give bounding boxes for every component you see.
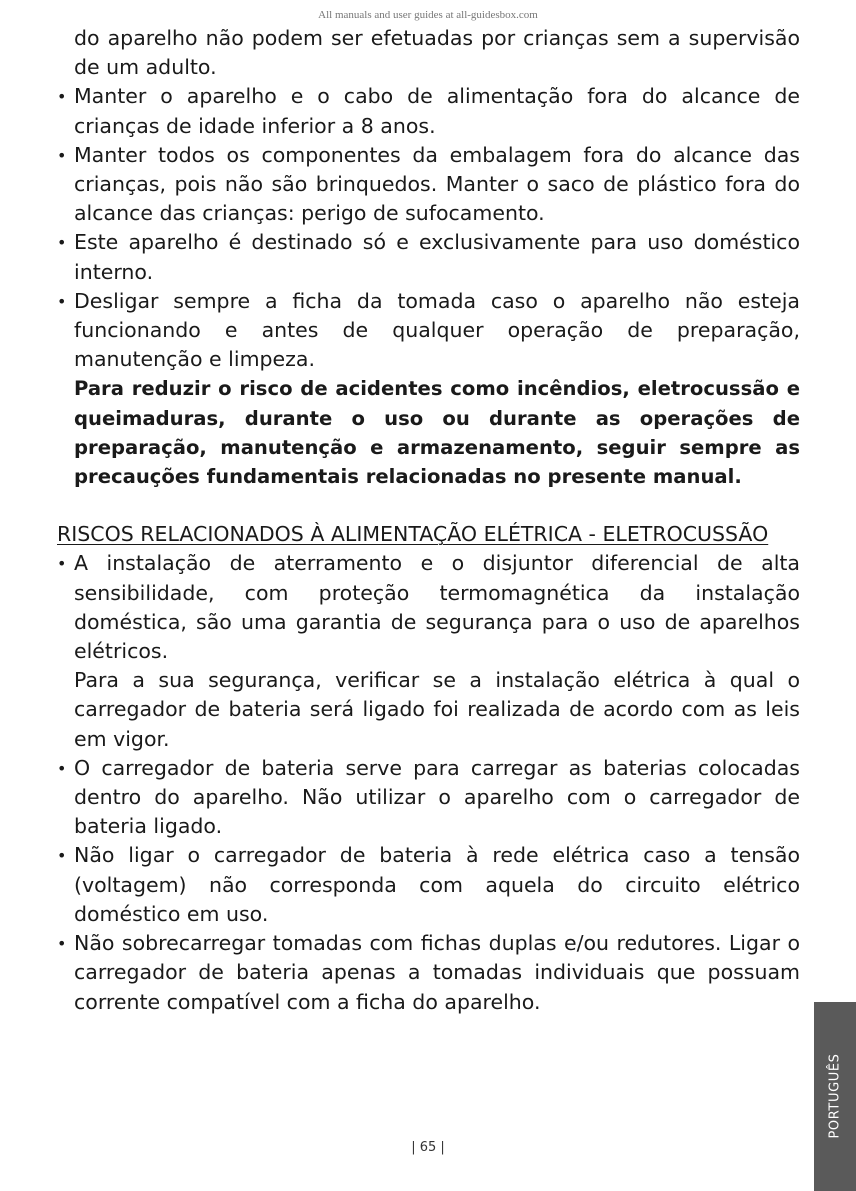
list-item-text: A instalação de aterramento e o disjuntor diferencial de alta sensibilidade, com proteção termomagnética da instalação doméstica, são uma garantia de segurança para o uso de aparelhos elétricos.: [74, 551, 800, 664]
spacer: [57, 491, 800, 520]
bullet-dot: •: [57, 145, 67, 165]
list-item-text: Não sobrecarregar tomadas com fichas duplas e/ou redutores. Ligar o carregador de bateria apenas a tomadas individuais que possuam corrente compatível com a ficha do aparelho.: [74, 931, 800, 1014]
bullet-dot: •: [57, 554, 67, 574]
list-item: [57, 929, 800, 1017]
list-item: [57, 754, 800, 842]
safety-note: Para reduzir o risco de acidentes como incêndios, eletrocussão e queimaduras, durante o uso ou durante as operações de preparação, manutenção e armazenamento, seguir sempre as precauções fundamentais relacionadas no presente manual.: [74, 377, 800, 489]
bullet-dot: •: [57, 934, 67, 954]
bullet-dot: •: [57, 291, 67, 311]
language-tab: [814, 1002, 856, 1191]
watermark: All manuals and user guides at all-guidesbox.com: [318, 9, 538, 21]
list-item: [57, 228, 800, 286]
list-item: [57, 549, 800, 666]
bullet-dot: •: [57, 758, 67, 778]
continuation-text: do aparelho não podem ser efetuadas por crianças sem a supervisão de um adulto.: [74, 26, 800, 80]
list-item-text: Manter todos os componentes da embalagem fora do alcance das crianças, pois não são brinquedos. Manter o saco de plástico fora do alcance das crianças: perigo de sufocamento.: [74, 142, 800, 226]
bullet-dot: •: [57, 233, 67, 253]
bullet-dot: •: [57, 846, 67, 866]
section-note: Para a sua segurança, verificar se a instalação elétrica à qual o carregador de bateria será ligado foi realizada de acordo com as leis em vigor.: [74, 668, 800, 751]
list-item-text: Este aparelho é destinado só e exclusivamente para uso doméstico interno.: [74, 230, 800, 284]
language-tab-label: PORTUGUÊS: [827, 1053, 843, 1139]
list-item-text: Desligar sempre a ficha da tomada caso o aparelho não esteja funcionando e antes de qualquer operação de preparação, manutenção e limpeza.: [74, 288, 800, 372]
list-item-text: Manter o aparelho e o cabo de alimentação fora do alcance de crianças de idade inferior a 8 anos.: [74, 84, 800, 138]
list-item-text: Não ligar o carregador de bateria à rede elétrica caso a tensão (voltagem) não corresponda com aquela do circuito elétrico doméstico em uso.: [74, 843, 800, 926]
section-heading: RISCOS RELACIONADOS À ALIMENTAÇÃO ELÉTRICA - ELETROCUSSÃO: [57, 522, 769, 547]
list-item: [57, 841, 800, 929]
page-number: | 65 |: [411, 1140, 445, 1155]
list-item: [57, 82, 800, 140]
list-item: [57, 287, 800, 375]
page-content: [57, 24, 800, 1017]
bullet-dot: •: [57, 87, 67, 107]
list-item-text: O carregador de bateria serve para carregar as baterias colocadas dentro do aparelho. Não utilizar o aparelho com o carregador de bateria ligado.: [74, 755, 800, 839]
list-item: [57, 141, 800, 229]
